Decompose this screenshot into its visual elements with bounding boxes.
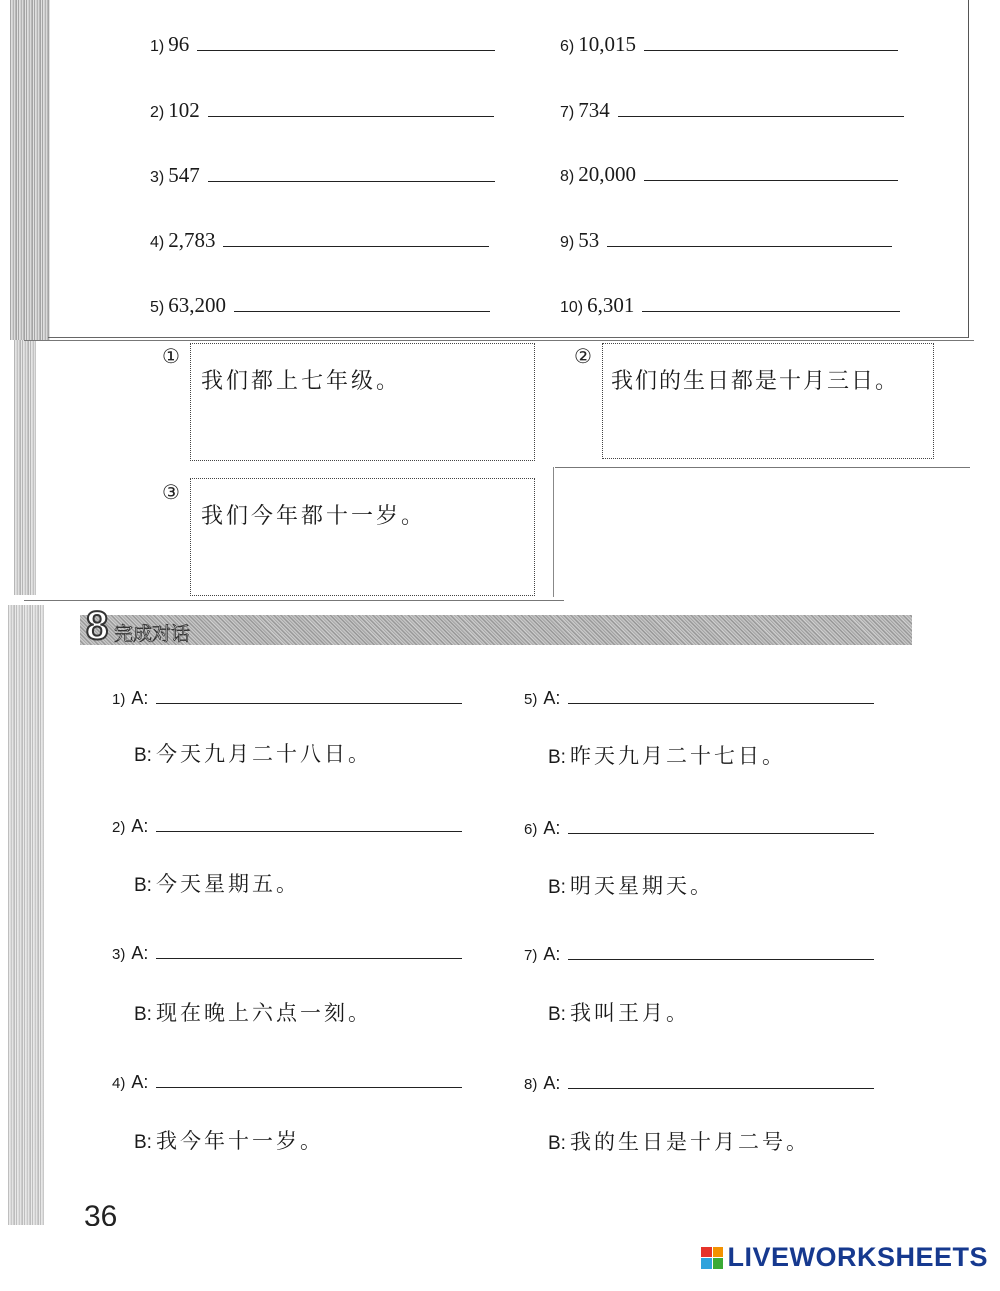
sentence-box-2 [602,343,934,459]
dialog-4-question [112,1071,462,1093]
section-number: 8 [86,604,109,648]
number-item-5 [150,293,490,318]
speaker-b-label: B: [548,747,566,768]
section-divider [24,600,564,601]
brand-name: LIVEWORKSHEETS [727,1242,988,1272]
dialog-1-question [112,687,462,709]
dialog-index: 7) [524,947,538,964]
speaker-b-label: B: [134,1132,152,1153]
dialog-4-answer [134,1125,324,1155]
section-title: 完成对话 [114,623,191,645]
answer-line[interactable] [618,98,904,117]
answer-text: 今天九月二十八日。 [155,742,372,766]
item-index: 8) [560,168,575,185]
item-index: 5) [150,299,165,316]
page-number: 36 [84,1200,118,1226]
number-item-3 [150,163,495,188]
speaker-a-label: A: [543,818,561,838]
speaker-a-label: A: [543,1073,561,1093]
speaker-b-label: B: [548,1133,566,1154]
box-divider-vertical [553,467,554,597]
answer-line[interactable] [156,687,462,704]
answer-line[interactable] [208,163,495,182]
item-number: 547 [168,163,200,187]
dialog-7-answer [548,997,690,1027]
box-marker-3: ③ [162,480,180,504]
answer-line[interactable] [568,687,874,704]
answer-text: 昨天九月二十七日。 [569,744,786,768]
liveworksheets-brand [701,1242,988,1273]
dialog-6-question [524,817,874,839]
number-item-2 [150,98,494,123]
answer-line[interactable] [568,817,874,834]
item-index: 10) [560,299,584,316]
answer-text: 我的生日是十月二号。 [569,1130,810,1154]
item-number: 96 [168,32,190,56]
dialog-index: 8) [524,1076,538,1093]
box-divider [555,467,970,468]
item-index: 9) [560,234,575,251]
item-index: 3) [150,169,165,186]
item-number: 20,000 [578,162,636,186]
dialog-index: 5) [524,691,538,708]
dialog-3-answer [134,997,372,1027]
section-divider [24,340,974,341]
speaker-a-label: A: [543,688,561,708]
answer-line[interactable] [234,293,490,312]
speaker-b-label: B: [548,877,566,898]
answer-line[interactable] [223,228,489,247]
dialog-index: 4) [112,1075,126,1092]
speaker-a-label: A: [131,816,149,836]
dialog-5-answer [548,740,786,770]
liveworksheets-logo-icon [701,1247,723,1269]
dialog-8-answer [548,1126,810,1156]
item-number: 102 [168,98,200,122]
answer-text: 我今年十一岁。 [155,1129,324,1153]
answer-text: 今天星期五。 [155,872,300,896]
dialog-2-answer [134,868,300,898]
item-index: 1) [150,38,165,55]
item-number: 6,301 [587,293,635,317]
answer-line[interactable] [644,162,898,181]
item-number: 734 [578,98,610,122]
item-index: 6) [560,38,575,55]
section-header-band [80,615,912,645]
number-item-8 [560,162,898,187]
number-item-9 [560,228,892,253]
dialog-8-question [524,1072,874,1094]
answer-line[interactable] [568,1072,874,1089]
sentence-text: 我们今年都十一岁。 [201,504,427,529]
item-number: 53 [578,228,600,252]
dialog-index: 1) [112,691,126,708]
speaker-a-label: A: [131,688,149,708]
answer-line[interactable] [208,98,494,117]
answer-text: 我叫王月。 [569,1001,690,1025]
sentence-text: 我们都上七年级。 [201,369,402,394]
dialog-3-question [112,942,462,964]
scan-edge-top [10,0,50,340]
answer-line[interactable] [607,228,892,247]
box-marker-2: ② [574,344,592,368]
answer-line[interactable] [642,293,900,312]
speaker-b-label: B: [548,1004,566,1025]
answer-line[interactable] [644,32,898,51]
item-number: 2,783 [168,228,216,252]
speaker-a-label: A: [131,943,149,963]
scan-edge-bottom [8,605,44,1225]
speaker-b-label: B: [134,1004,152,1025]
answer-line[interactable] [568,943,874,960]
answer-line[interactable] [156,1071,462,1088]
dialog-6-answer [548,870,714,900]
number-item-4 [150,228,489,253]
box-marker-1: ① [162,344,180,368]
speaker-a-label: A: [543,944,561,964]
answer-text: 明天星期天。 [569,874,714,898]
sentence-box-3 [190,478,535,596]
item-index: 7) [560,104,575,121]
answer-line[interactable] [156,815,462,832]
item-number: 10,015 [578,32,636,56]
dialog-index: 6) [524,821,538,838]
sentence-box-1 [190,343,535,461]
answer-line[interactable] [197,32,495,51]
dialog-1-answer [134,738,372,768]
number-item-6 [560,32,898,57]
answer-text: 现在晚上六点一刻。 [155,1001,372,1025]
number-item-7 [560,98,904,123]
sentence-text: 我们的生日都是十月三日。 [611,369,900,394]
dialog-7-question [524,943,874,965]
number-item-10 [560,293,900,318]
speaker-a-label: A: [131,1072,149,1092]
item-index: 2) [150,104,165,121]
dialog-index: 3) [112,946,126,963]
answer-line[interactable] [156,942,462,959]
dialog-5-question [524,687,874,709]
scan-edge-middle [14,340,36,595]
speaker-b-label: B: [134,875,152,896]
item-index: 4) [150,234,165,251]
number-item-1 [150,32,495,57]
item-number: 63,200 [168,293,226,317]
dialog-index: 2) [112,819,126,836]
dialog-2-question [112,815,462,837]
speaker-b-label: B: [134,745,152,766]
